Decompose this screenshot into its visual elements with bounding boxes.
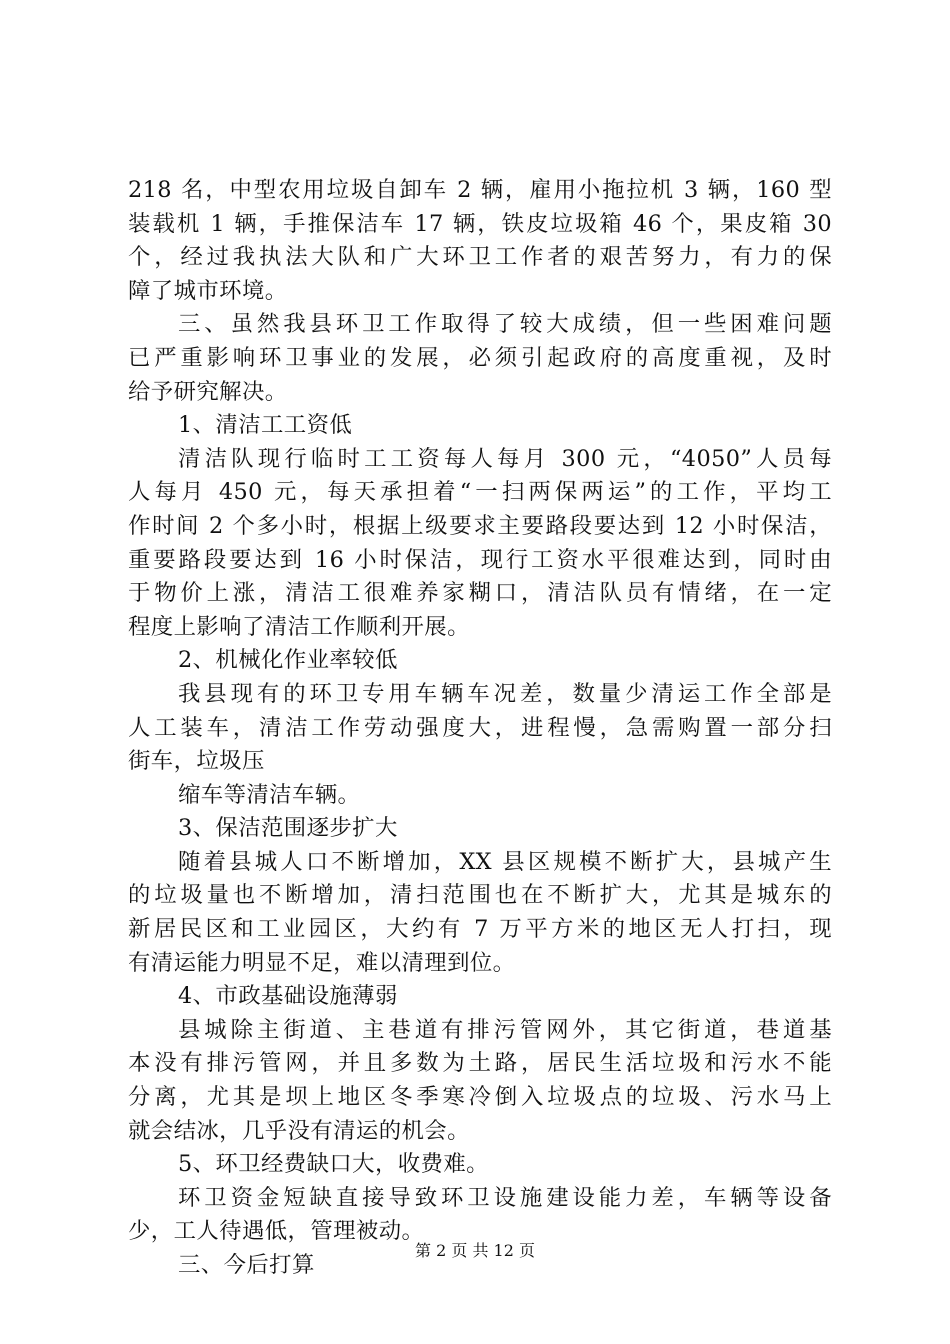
text-line: 人每月 450 元，每天承担着“一扫两保两运”的工作，平均工 bbox=[128, 479, 832, 506]
subheading: 4、市政基础设施薄弱 bbox=[178, 983, 398, 1010]
subheading: 1、清洁工工资低 bbox=[178, 412, 353, 439]
section-heading: 三、今后打算 bbox=[178, 1252, 315, 1278]
subheading: 2、机械化作业率较低 bbox=[178, 647, 398, 674]
text-line: 给予研究解决。 bbox=[128, 378, 288, 405]
text-line: 街车，垃圾压 bbox=[128, 748, 265, 775]
text-line: 已严重影响环卫事业的发展，必须引起政府的高度重视，及时 bbox=[128, 344, 832, 371]
text-line: 随着县城人口不断增加，XX 县区规模不断扩大，县城产生 bbox=[178, 848, 832, 875]
text-line: 218 名，中型农用垃圾自卸车 2 辆，雇用小拖拉机 3 辆，160 型 bbox=[128, 177, 832, 203]
document-body bbox=[128, 174, 832, 1283]
text-line: 个，经过我执法大队和广大环卫工作者的艰苦努力，有力的保 bbox=[128, 244, 832, 271]
text-line: 清洁队现行临时工工资每人每月 300 元，“4050”人员每 bbox=[178, 445, 832, 472]
text-line: 我县现有的环卫专用车辆车况差，数量少清运工作全部是 bbox=[178, 680, 832, 707]
section-heading: 三、虽然我县环卫工作取得了较大成绩，但一些困难问题 bbox=[178, 311, 832, 338]
text-line: 装载机 1 辆，手推保洁车 17 辆，铁皮垃圾箱 46 个，果皮箱 30 bbox=[128, 210, 832, 237]
text-line: 少，工人待遇低，管理被动。 bbox=[128, 1218, 425, 1245]
subheading: 3、保洁范围逐步扩大 bbox=[178, 815, 398, 842]
text-line: 人工装车，清洁工作劳动强度大，进程慢，急需购置一部分扫 bbox=[128, 714, 832, 741]
text-line: 缩车等清洁车辆。 bbox=[178, 781, 361, 808]
text-line: 环卫资金短缺直接导致环卫设施建设能力差，车辆等设备 bbox=[178, 1184, 832, 1211]
text-line: 重要路段要达到 16 小时保洁，现行工资水平很难达到，同时由 bbox=[128, 546, 832, 573]
text-line: 就会结冰，几乎没有清运的机会。 bbox=[128, 1117, 470, 1144]
text-line: 分离，尤其是坝上地区冬季寒冷倒入垃圾点的垃圾、污水马上 bbox=[128, 1084, 832, 1111]
text-line: 程度上影响了清洁工作顺利开展。 bbox=[128, 613, 470, 640]
text-line: 有清运能力明显不足，难以清理到位。 bbox=[128, 949, 516, 976]
text-line: 于物价上涨，清洁工很难养家糊口，清洁队员有情绪，在一定 bbox=[128, 580, 832, 607]
text-line: 的垃圾量也不断增加，清扫范围也在不断扩大，尤其是城东的 bbox=[128, 882, 832, 909]
subheading: 5、环卫经费缺口大，收费难。 bbox=[178, 1151, 489, 1178]
text-line: 县城除主街道、主巷道有排污管网外，其它街道，巷道基 bbox=[178, 1016, 832, 1043]
page-number: 第 2 页 共 12 页 bbox=[415, 1241, 535, 1260]
text-line: 新居民区和工业园区，大约有 7 万平方米的地区无人打扫，现 bbox=[128, 916, 832, 943]
text-line: 障了城市环境。 bbox=[128, 277, 288, 304]
text-line: 作时间 2 个多小时，根据上级要求主要路段要达到 12 小时保洁， bbox=[128, 512, 832, 539]
text-line: 本没有排污管网，并且多数为土路，居民生活垃圾和污水不能 bbox=[128, 1050, 832, 1077]
